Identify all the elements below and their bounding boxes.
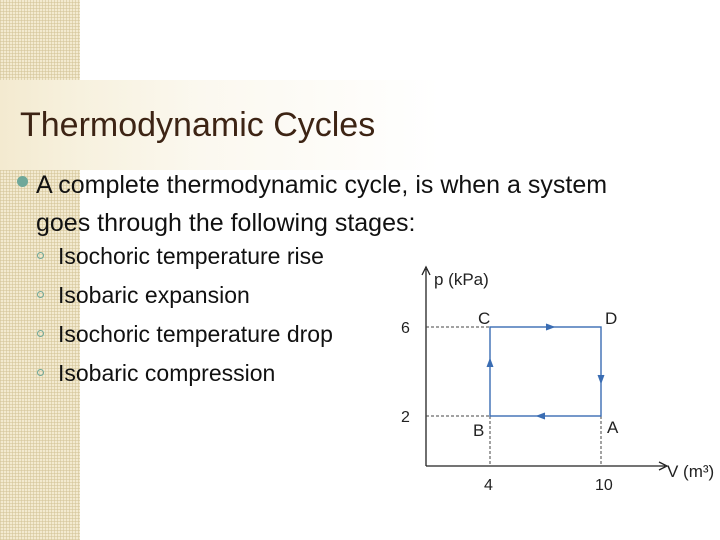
point-label-d: D bbox=[605, 309, 618, 328]
circle-bullet-icon bbox=[37, 291, 44, 298]
y-axis-label: p (kPa) bbox=[434, 270, 489, 289]
y-tick-2: 2 bbox=[401, 409, 410, 426]
circle-bullet-icon bbox=[37, 369, 44, 376]
x-axis-label: V (m³) bbox=[667, 462, 715, 481]
slide-title: Thermodynamic Cycles bbox=[20, 106, 376, 144]
point-label-a: A bbox=[607, 418, 619, 437]
arrow-right-icon bbox=[546, 324, 554, 330]
cycle-path bbox=[490, 327, 601, 416]
bullet-dot-icon bbox=[17, 176, 28, 187]
stage-label: Isobaric compression bbox=[58, 360, 276, 386]
pv-diagram bbox=[370, 255, 715, 495]
circle-bullet-icon bbox=[37, 252, 44, 259]
stage-label: Isobaric expansion bbox=[58, 282, 250, 308]
arrow-left-icon bbox=[537, 413, 545, 419]
y-tick-6: 6 bbox=[401, 320, 410, 337]
circle-bullet-icon bbox=[37, 330, 44, 337]
stage-label: Isochoric temperature drop bbox=[58, 321, 333, 347]
main-bullet-text: A complete thermodynamic cycle, is when a system goes through the following stages: bbox=[36, 171, 608, 237]
arrow-down-icon bbox=[598, 375, 604, 383]
x-tick-10: 10 bbox=[595, 477, 613, 494]
arrow-up-icon bbox=[487, 359, 493, 367]
stage-label: Isochoric temperature rise bbox=[58, 243, 324, 269]
point-label-b: B bbox=[473, 421, 485, 440]
x-tick-4: 4 bbox=[484, 477, 493, 494]
point-label-c: C bbox=[478, 309, 491, 328]
main-bullet bbox=[17, 166, 637, 242]
